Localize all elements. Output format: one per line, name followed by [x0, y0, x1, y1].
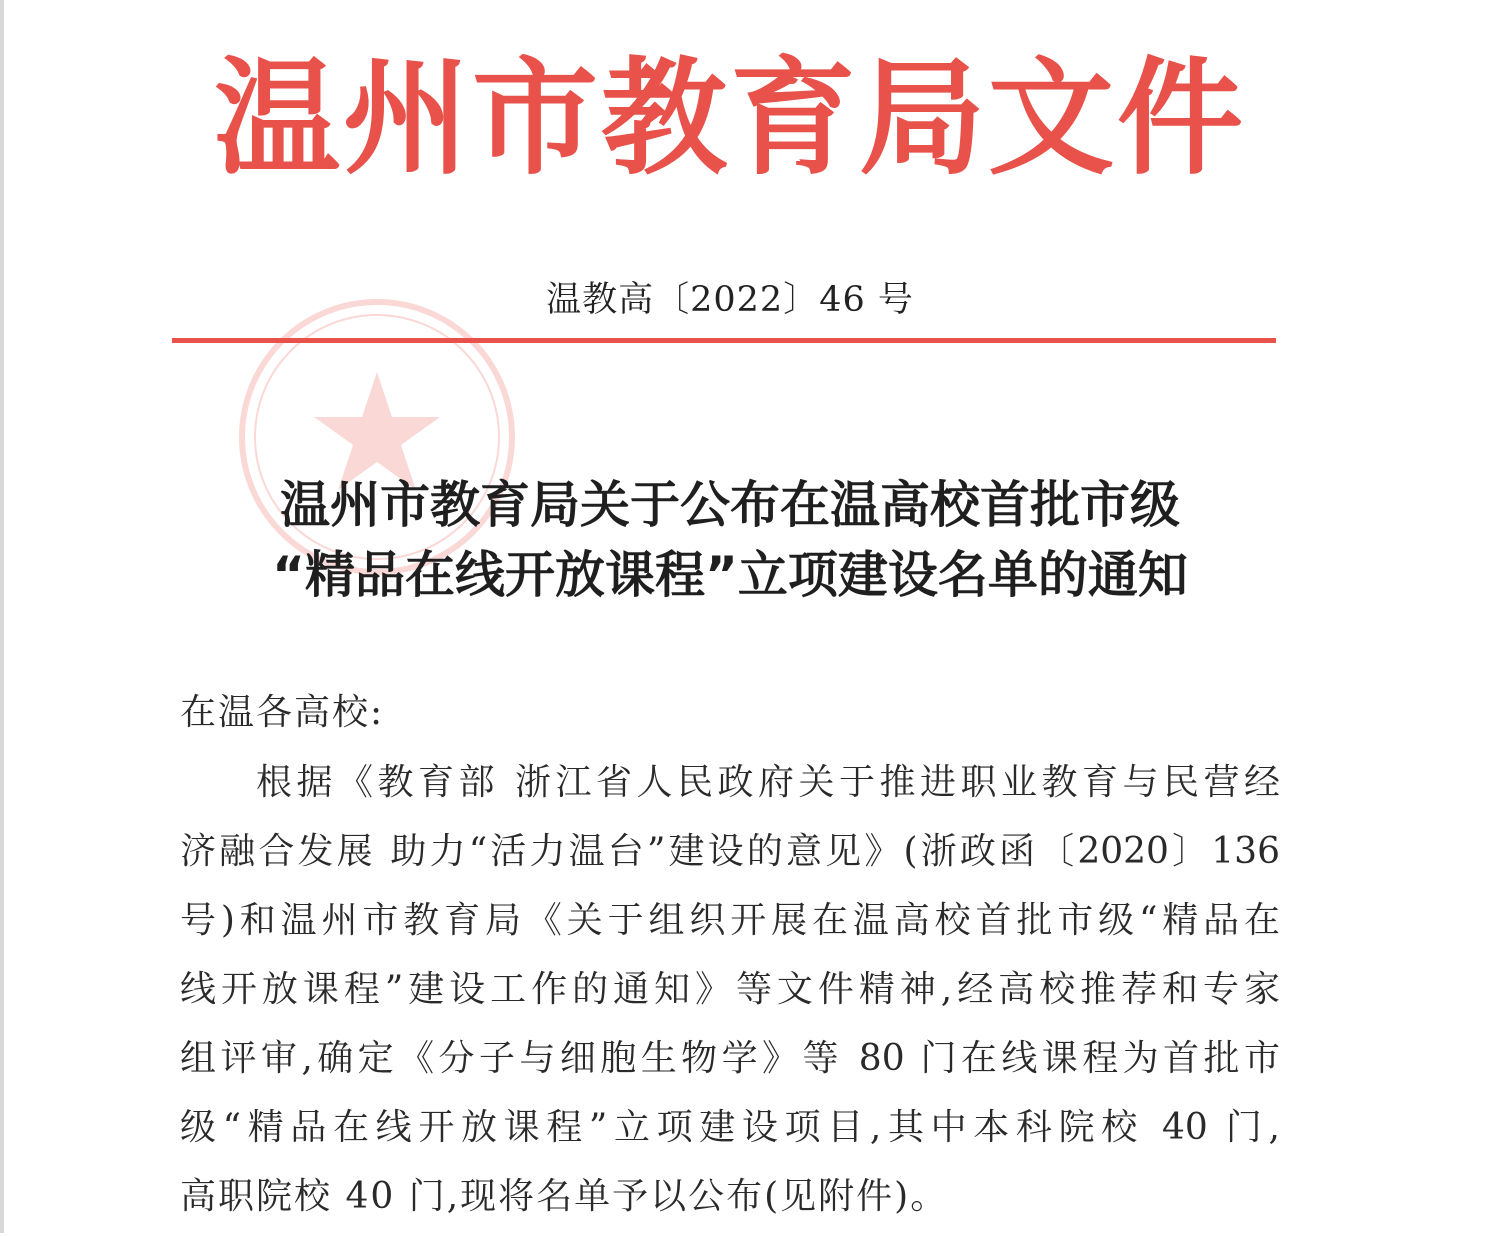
salutation: 在温各高校:	[180, 692, 385, 733]
body-line: 号)和温州市教育局《关于组织开展在温高校首批市级“精品在	[180, 900, 1280, 941]
masthead-divider	[172, 338, 1276, 343]
body-line: 济融合发展 助力“活力温台”建设的意见》(浙政函〔2020〕136	[180, 831, 1280, 872]
notice-title	[180, 470, 1280, 610]
notice-title-line: 温州市教育局关于公布在温高校首批市级	[280, 476, 1180, 534]
body-line: 线开放课程”建设工作的通知》等文件精神,经高校推荐和专家	[180, 969, 1280, 1010]
body-line: 高职院校 40 门,现将名单予以公布(见附件)。	[180, 1176, 949, 1217]
body-line: 级“精品在线开放课程”立项建设项目,其中本科院校 40 门,	[180, 1107, 1280, 1148]
notice-body	[180, 754, 1280, 1237]
body-line: 根据《教育部 浙江省人民政府关于推进职业教育与民营经	[256, 762, 1280, 803]
document-masthead: 温州市教育局文件	[214, 44, 1246, 192]
notice-title-line: “精品在线开放课程”立项建设名单的通知	[272, 546, 1188, 604]
document-number: 温教高〔2022〕46 号	[546, 280, 914, 320]
body-line: 组评审,确定《分子与细胞生物学》等 80 门在线课程为首批市	[180, 1038, 1280, 1079]
page-edge	[0, 0, 4, 1233]
